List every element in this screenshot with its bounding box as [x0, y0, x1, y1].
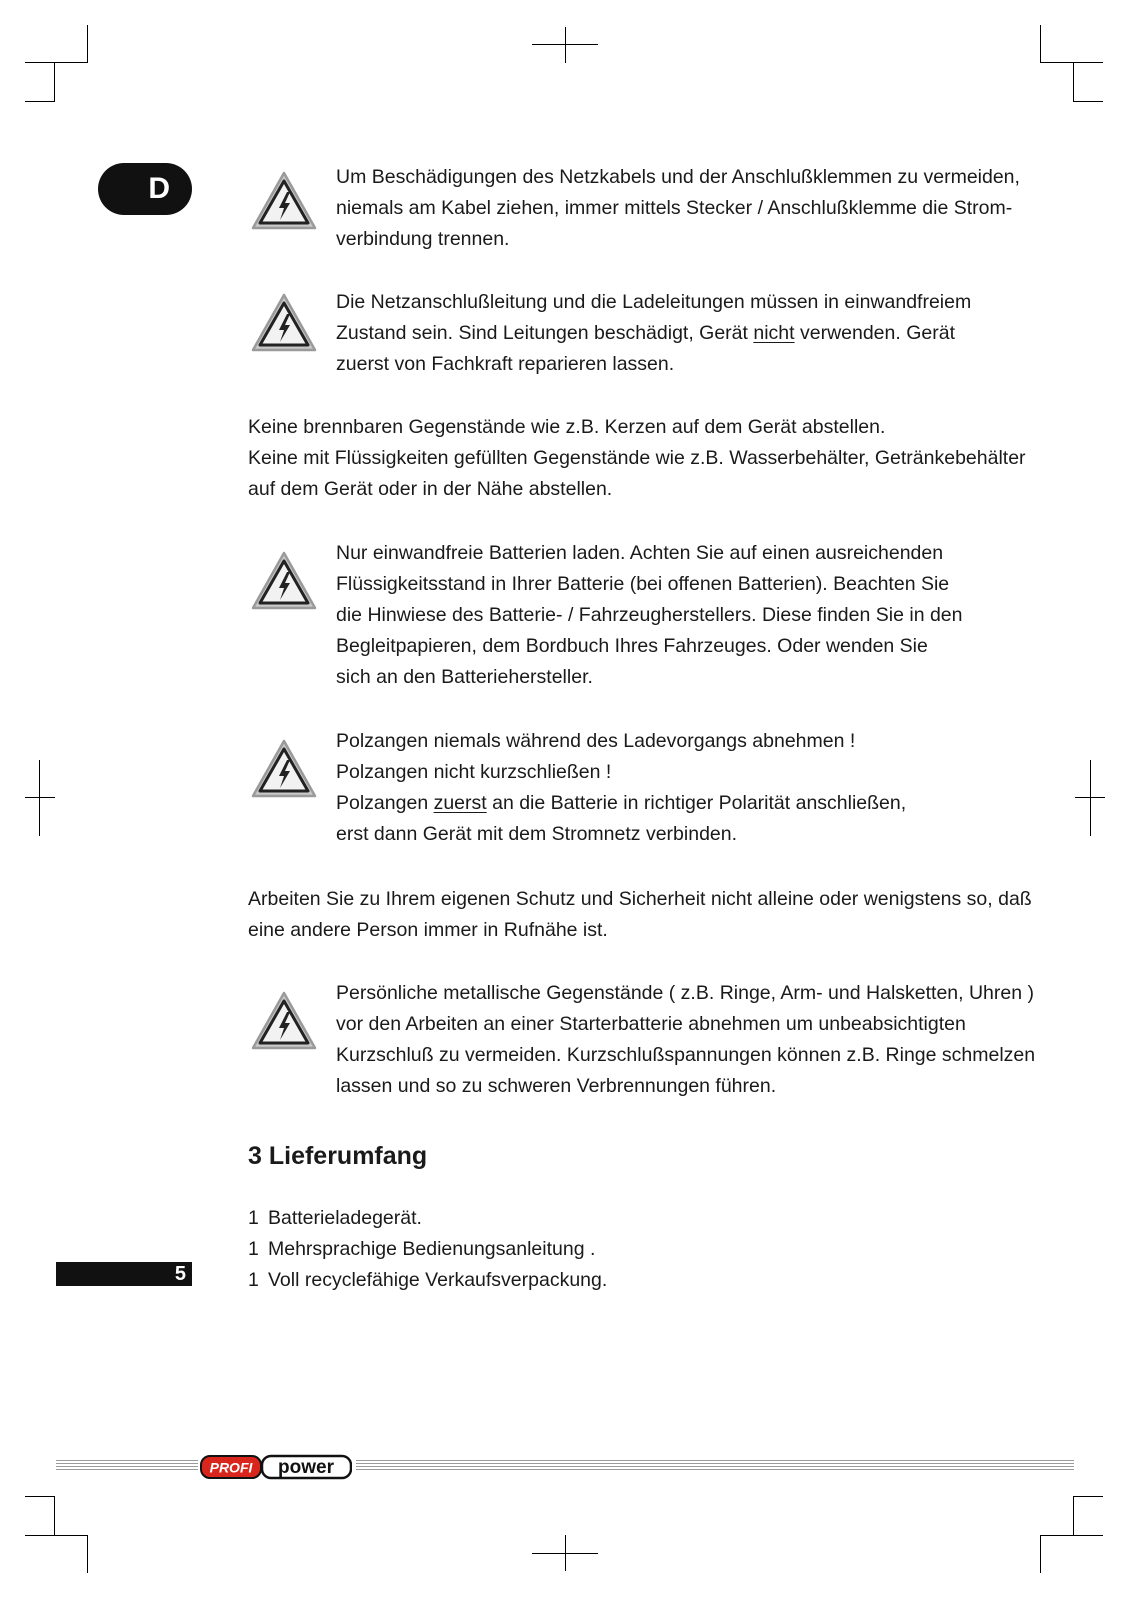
svg-text:PROFI: PROFI: [209, 1459, 253, 1476]
electric-hazard-icon: [250, 170, 318, 232]
brand-logo: [200, 1454, 352, 1480]
page-number: 5: [56, 1262, 192, 1286]
language-tab: D: [98, 163, 192, 215]
svg-text:power: power: [278, 1457, 334, 1478]
warning-text-4: Polzangen niemals während des Ladevorgangs abnehmen ! Polzangen nicht kurzschließen ! Polzangen zuerst an die Batterie in richtiger Polarität anschließen, erst dann Gerät mit dem Stromnetz verbinden.: [336, 730, 907, 845]
warning-text-3: Nur einwandfreie Batterien laden. Achten Sie auf einen ausreichenden Flüssigkeitsstand in Ihrer Batterie (bei offenen Batterien). Beachten Sie die Hinwiese des Batterie- / Fahrzeugherstellers. Diese finden Sie in den Begleitpapieren, dem Bordbuch Ihres Fahrzeuges. Oder wenden Sie sich an den Batteriehersteller.: [336, 542, 963, 688]
list-item: 1 Voll recyclefähige Verkaufsverpackung.: [248, 1269, 608, 1291]
warning-text-2: Die Netzanschlußleitung und die Ladeleitungen müssen in einwandfreiem Zustand sein. Sind Leitungen beschädigt, Gerät nicht verwenden. Gerät zuerst von Fachkraft reparieren lassen.: [336, 291, 972, 375]
electric-hazard-icon: [250, 990, 318, 1052]
list-item: 1 Mehrsprachige Bedienungsanleitung .: [248, 1238, 596, 1260]
footer-rule-right: [356, 1460, 1074, 1474]
warning-text-1: Um Beschädigungen des Netzkabels und der Anschlußklemmen zu vermeiden, niemals am Kabel ziehen, immer mittels Stecker / Anschlußklemme die Strom- verbindung trennen.: [336, 166, 1020, 250]
note-text-2: Arbeiten Sie zu Ihrem eigenen Schutz und Sicherheit nicht alleine oder wenigstens so, daß eine andere Person immer in Rufnähe ist.: [248, 888, 1032, 941]
electric-hazard-icon: [250, 550, 318, 612]
section-heading: 3 Lieferumfang: [248, 1142, 428, 1170]
footer-rule-left: [56, 1460, 198, 1474]
warning-text-5: Persönliche metallische Gegenstände ( z.B. Ringe, Arm- und Halsketten, Uhren ) vor den Arbeiten an einer Starterbatterie abnehmen um unbeabsichtigten Kurzschluß zu vermeiden. Kurzschlußspannungen können z.B. Ringe schmelzen lassen und so zu schweren Verbrennungen führen.: [336, 982, 1036, 1097]
note-text-1: Keine brennbaren Gegenstände wie z.B. Kerzen auf dem Gerät abstellen. Keine mit Flüssigkeiten gefüllten Gegenstände wie z.B. Wasserbehälter, Getränkebehälter auf dem Gerät oder in der Nähe abstellen.: [248, 416, 1026, 500]
electric-hazard-icon: [250, 292, 318, 354]
list-item: 1 Batterieladegerät.: [248, 1207, 422, 1229]
electric-hazard-icon: [250, 738, 318, 800]
delivery-list: [248, 1203, 607, 1296]
